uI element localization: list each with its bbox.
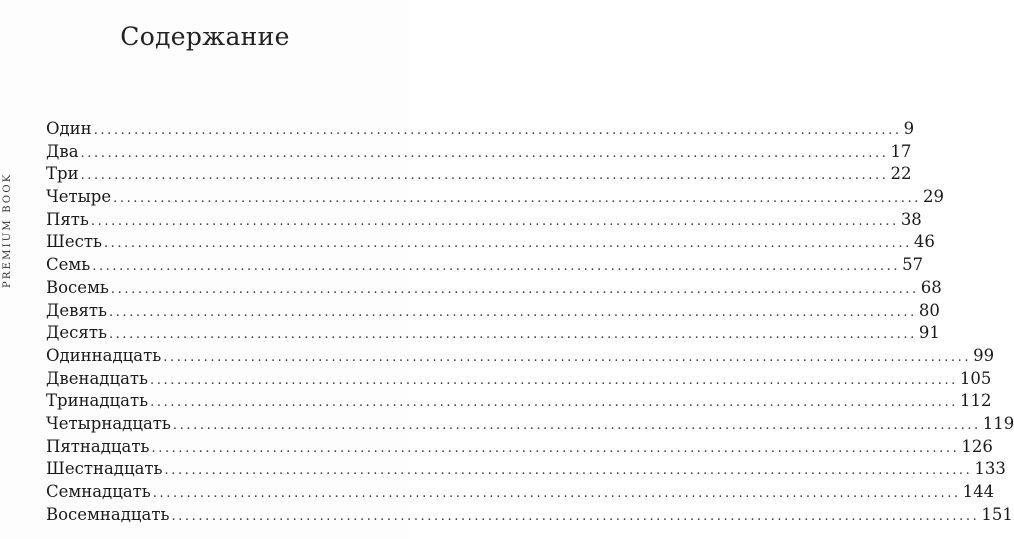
toc-leader-dots: ........................................................................................................................ bbox=[151, 440, 960, 456]
toc-entry-label: Один bbox=[46, 119, 92, 138]
toc-entry bbox=[46, 231, 935, 254]
toc-entry-label: Семь bbox=[46, 255, 91, 275]
toc-entry-page: 126 bbox=[961, 436, 993, 456]
toc-entry-page: 38 bbox=[900, 209, 922, 229]
toc-leader-dots: ........................................................................................................................ bbox=[80, 145, 889, 161]
toc-entry-page: 80 bbox=[918, 300, 940, 320]
toc-entry-label: Девять bbox=[46, 300, 107, 320]
toc-leader-dots: ........................................................................................................................ bbox=[163, 349, 972, 365]
toc-leader-dots: ........................................................................................................................ bbox=[164, 463, 973, 479]
toc-entry bbox=[46, 209, 922, 232]
toc-entry-page: 144 bbox=[962, 482, 995, 501]
toc-entry-page: 99 bbox=[973, 345, 995, 365]
toc-entry-label: Четырнадцать bbox=[46, 413, 171, 433]
toc-entry bbox=[46, 390, 992, 413]
toc-leader-dots: ........................................................................................................................ bbox=[150, 395, 959, 411]
toc-entry-page: 57 bbox=[902, 255, 924, 275]
toc-entry-page: 22 bbox=[890, 164, 912, 184]
toc-entry bbox=[46, 481, 995, 504]
toc-entry bbox=[46, 413, 1014, 436]
toc-entry-label: Пятнадцать bbox=[46, 436, 150, 456]
toc-entry-label: Семнадцать bbox=[46, 482, 151, 501]
toc-entry-page: 29 bbox=[923, 187, 944, 207]
toc-leader-dots: ........................................................................................................................ bbox=[93, 123, 902, 138]
page-title: Содержание bbox=[120, 22, 290, 51]
toc-entry-label: Десять bbox=[46, 323, 107, 343]
toc-entry-page: 17 bbox=[890, 141, 912, 161]
toc-entry bbox=[46, 141, 912, 164]
toc-entry-label: Три bbox=[46, 164, 79, 184]
toc-entry-label: Четыре bbox=[46, 187, 112, 207]
toc-entry-label: Два bbox=[46, 141, 79, 161]
toc-entry-page: 46 bbox=[913, 232, 935, 252]
toc-entry-page: 105 bbox=[959, 368, 992, 388]
toc-leader-dots: ........................................................................................................................ bbox=[109, 304, 917, 320]
toc-entry-label: Шесть bbox=[46, 232, 102, 252]
toc-leader-dots: ........................................................................................................................ bbox=[152, 486, 961, 501]
toc-entry bbox=[46, 118, 915, 141]
toc-entry bbox=[46, 277, 942, 300]
toc-entry-page: 91 bbox=[918, 323, 940, 343]
toc-entry-page: 112 bbox=[960, 391, 992, 411]
toc-entry-label: Пять bbox=[46, 209, 89, 229]
toc-leader-dots: ........................................................................................................................ bbox=[103, 236, 912, 252]
toc-entry-page: 9 bbox=[903, 119, 915, 138]
toc-entry-label: Восемнадцать bbox=[46, 504, 170, 524]
toc-entry bbox=[46, 186, 944, 209]
toc-entry bbox=[46, 458, 1006, 481]
toc-entry-label: Тринадцать bbox=[46, 391, 149, 411]
toc-entry-label: Восемь bbox=[46, 277, 109, 297]
toc-entry bbox=[46, 254, 924, 277]
toc-entry bbox=[46, 368, 992, 391]
toc-entry bbox=[46, 345, 995, 368]
side-label: PREMIUM BOOK bbox=[2, 172, 13, 288]
toc-entry-page: 151 bbox=[981, 504, 1013, 524]
toc-leader-dots: ........................................................................................................................ bbox=[92, 259, 901, 275]
toc-entry-page: 119 bbox=[982, 413, 1014, 433]
toc-leader-dots: ........................................................................................................................ bbox=[113, 191, 921, 207]
toc-leader-dots: ........................................................................................................................ bbox=[90, 213, 899, 229]
toc-leader-dots: ........................................................................................................................ bbox=[150, 372, 958, 388]
toc-leader-dots: ........................................................................................................................ bbox=[110, 281, 919, 297]
toc-entry-page: 133 bbox=[974, 459, 1006, 479]
table-of-contents bbox=[46, 118, 1014, 526]
toc-entry-page: 68 bbox=[920, 277, 942, 297]
toc-entry bbox=[46, 163, 912, 186]
toc-entry-label: Двенадцать bbox=[46, 368, 149, 388]
toc-entry bbox=[46, 436, 993, 459]
toc-entry bbox=[46, 504, 1013, 527]
toc-leader-dots: ........................................................................................................................ bbox=[80, 168, 889, 184]
toc-entry-label: Одиннадцать bbox=[46, 345, 162, 365]
toc-leader-dots: ........................................................................................................................ bbox=[172, 417, 981, 433]
toc-entry-label: Шестнадцать bbox=[46, 459, 163, 479]
toc-entry bbox=[46, 300, 940, 323]
toc-leader-dots: ........................................................................................................................ bbox=[108, 327, 917, 343]
toc-leader-dots: ........................................................................................................................ bbox=[171, 508, 980, 524]
toc-entry bbox=[46, 322, 940, 345]
